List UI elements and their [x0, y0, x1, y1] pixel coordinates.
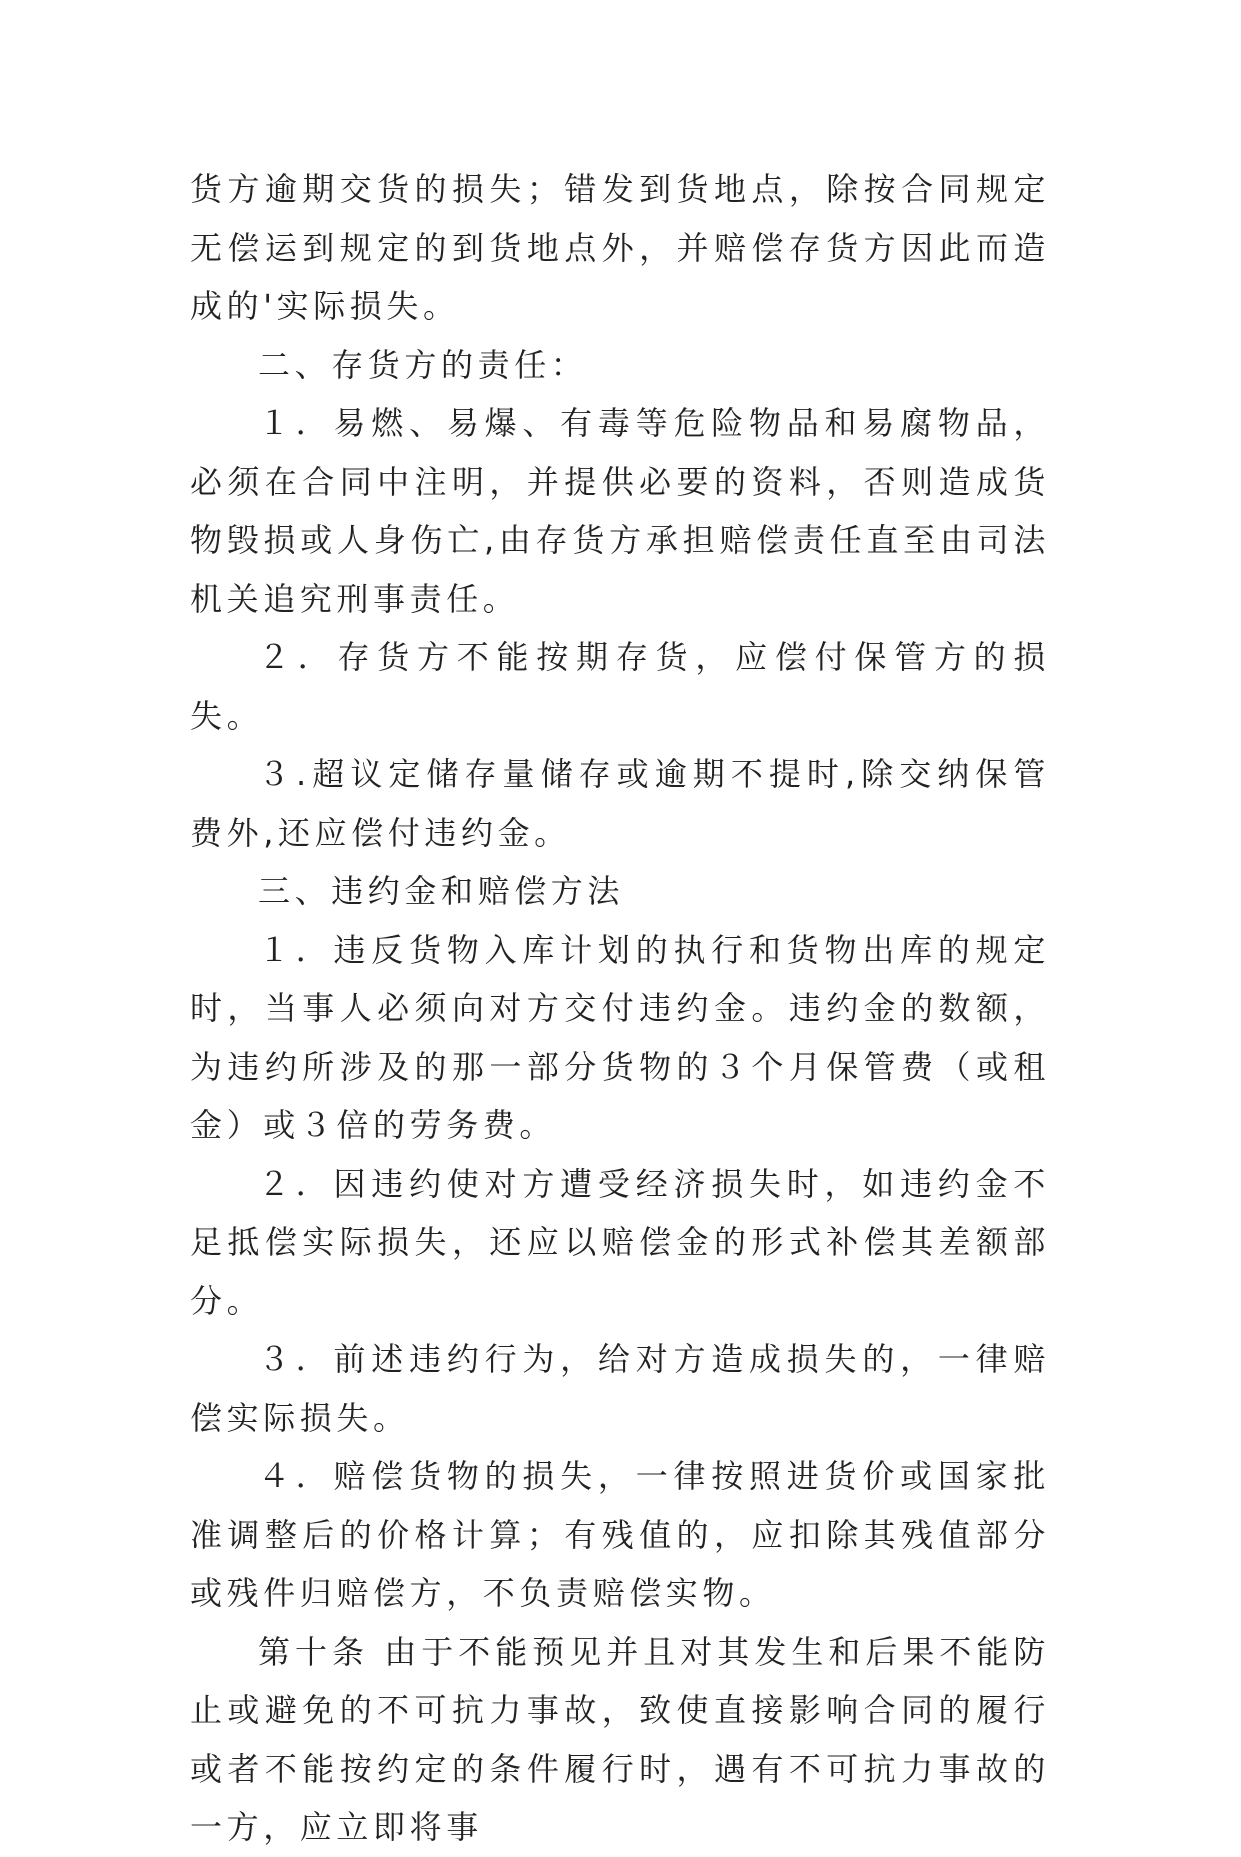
paragraph-11: 第十条 由于不能预见并且对其发生和后果不能防止或避免的不可抗力事故，致使直接影响合同的履行或者不能按约定的条件履行时，遇有不可抗力事故的一方，应立即将事 [190, 1632, 1050, 1846]
paragraph-9: ３．前述违约行为，给对方造成损失的，一律赔偿实际损失。 [190, 1340, 1050, 1437]
section-heading-2: 二、存货方的责任： [258, 345, 588, 384]
paragraph-5: ３.超议定储存量储存或逾期不提时,除交纳保管费外,还应偿付违约金。 [190, 755, 1050, 852]
section-heading-6: 三、违约金和赔偿方法 [258, 872, 625, 910]
paragraph-1: 货方逾期交货的损失；错发到货地点，除按合同规定无偿运到规定的到货地点外，并赔偿存货方因此而造成的'实际损失。 [190, 170, 1050, 325]
paragraph-8: ２．因违约使对方遭受经济损失时，如违约金不足抵偿实际损失，还应以赔偿金的形式补偿其差额部分。 [190, 1164, 1050, 1320]
paragraph-3: １．易燃、易爆、有毒等危险物品和易腐物品，必须在合同中注明，并提供必要的资料，否则造成货物毁损或人身伤亡,由存货方承担赔偿责任直至由司法机关追究刑事责任。 [190, 404, 1050, 618]
paragraph-7: １．违反货物入库计划的执行和货物出库的规定时，当事人必须向对方交付违约金。违约金的数额，为违约所涉及的那一部分货物的３个月保管费（或租金）或３倍的劳务费。 [190, 930, 1050, 1144]
document-body [190, 160, 1050, 1857]
paragraph-10: ４．赔偿货物的损失，一律按照进货价或国家批准调整后的价格计算；有残值的，应扣除其残值部分或残件归赔偿方，不负责赔偿实物。 [190, 1457, 1050, 1612]
paragraph-4: ２．存货方不能按期存货，应偿付保管方的损失。 [190, 638, 1050, 735]
